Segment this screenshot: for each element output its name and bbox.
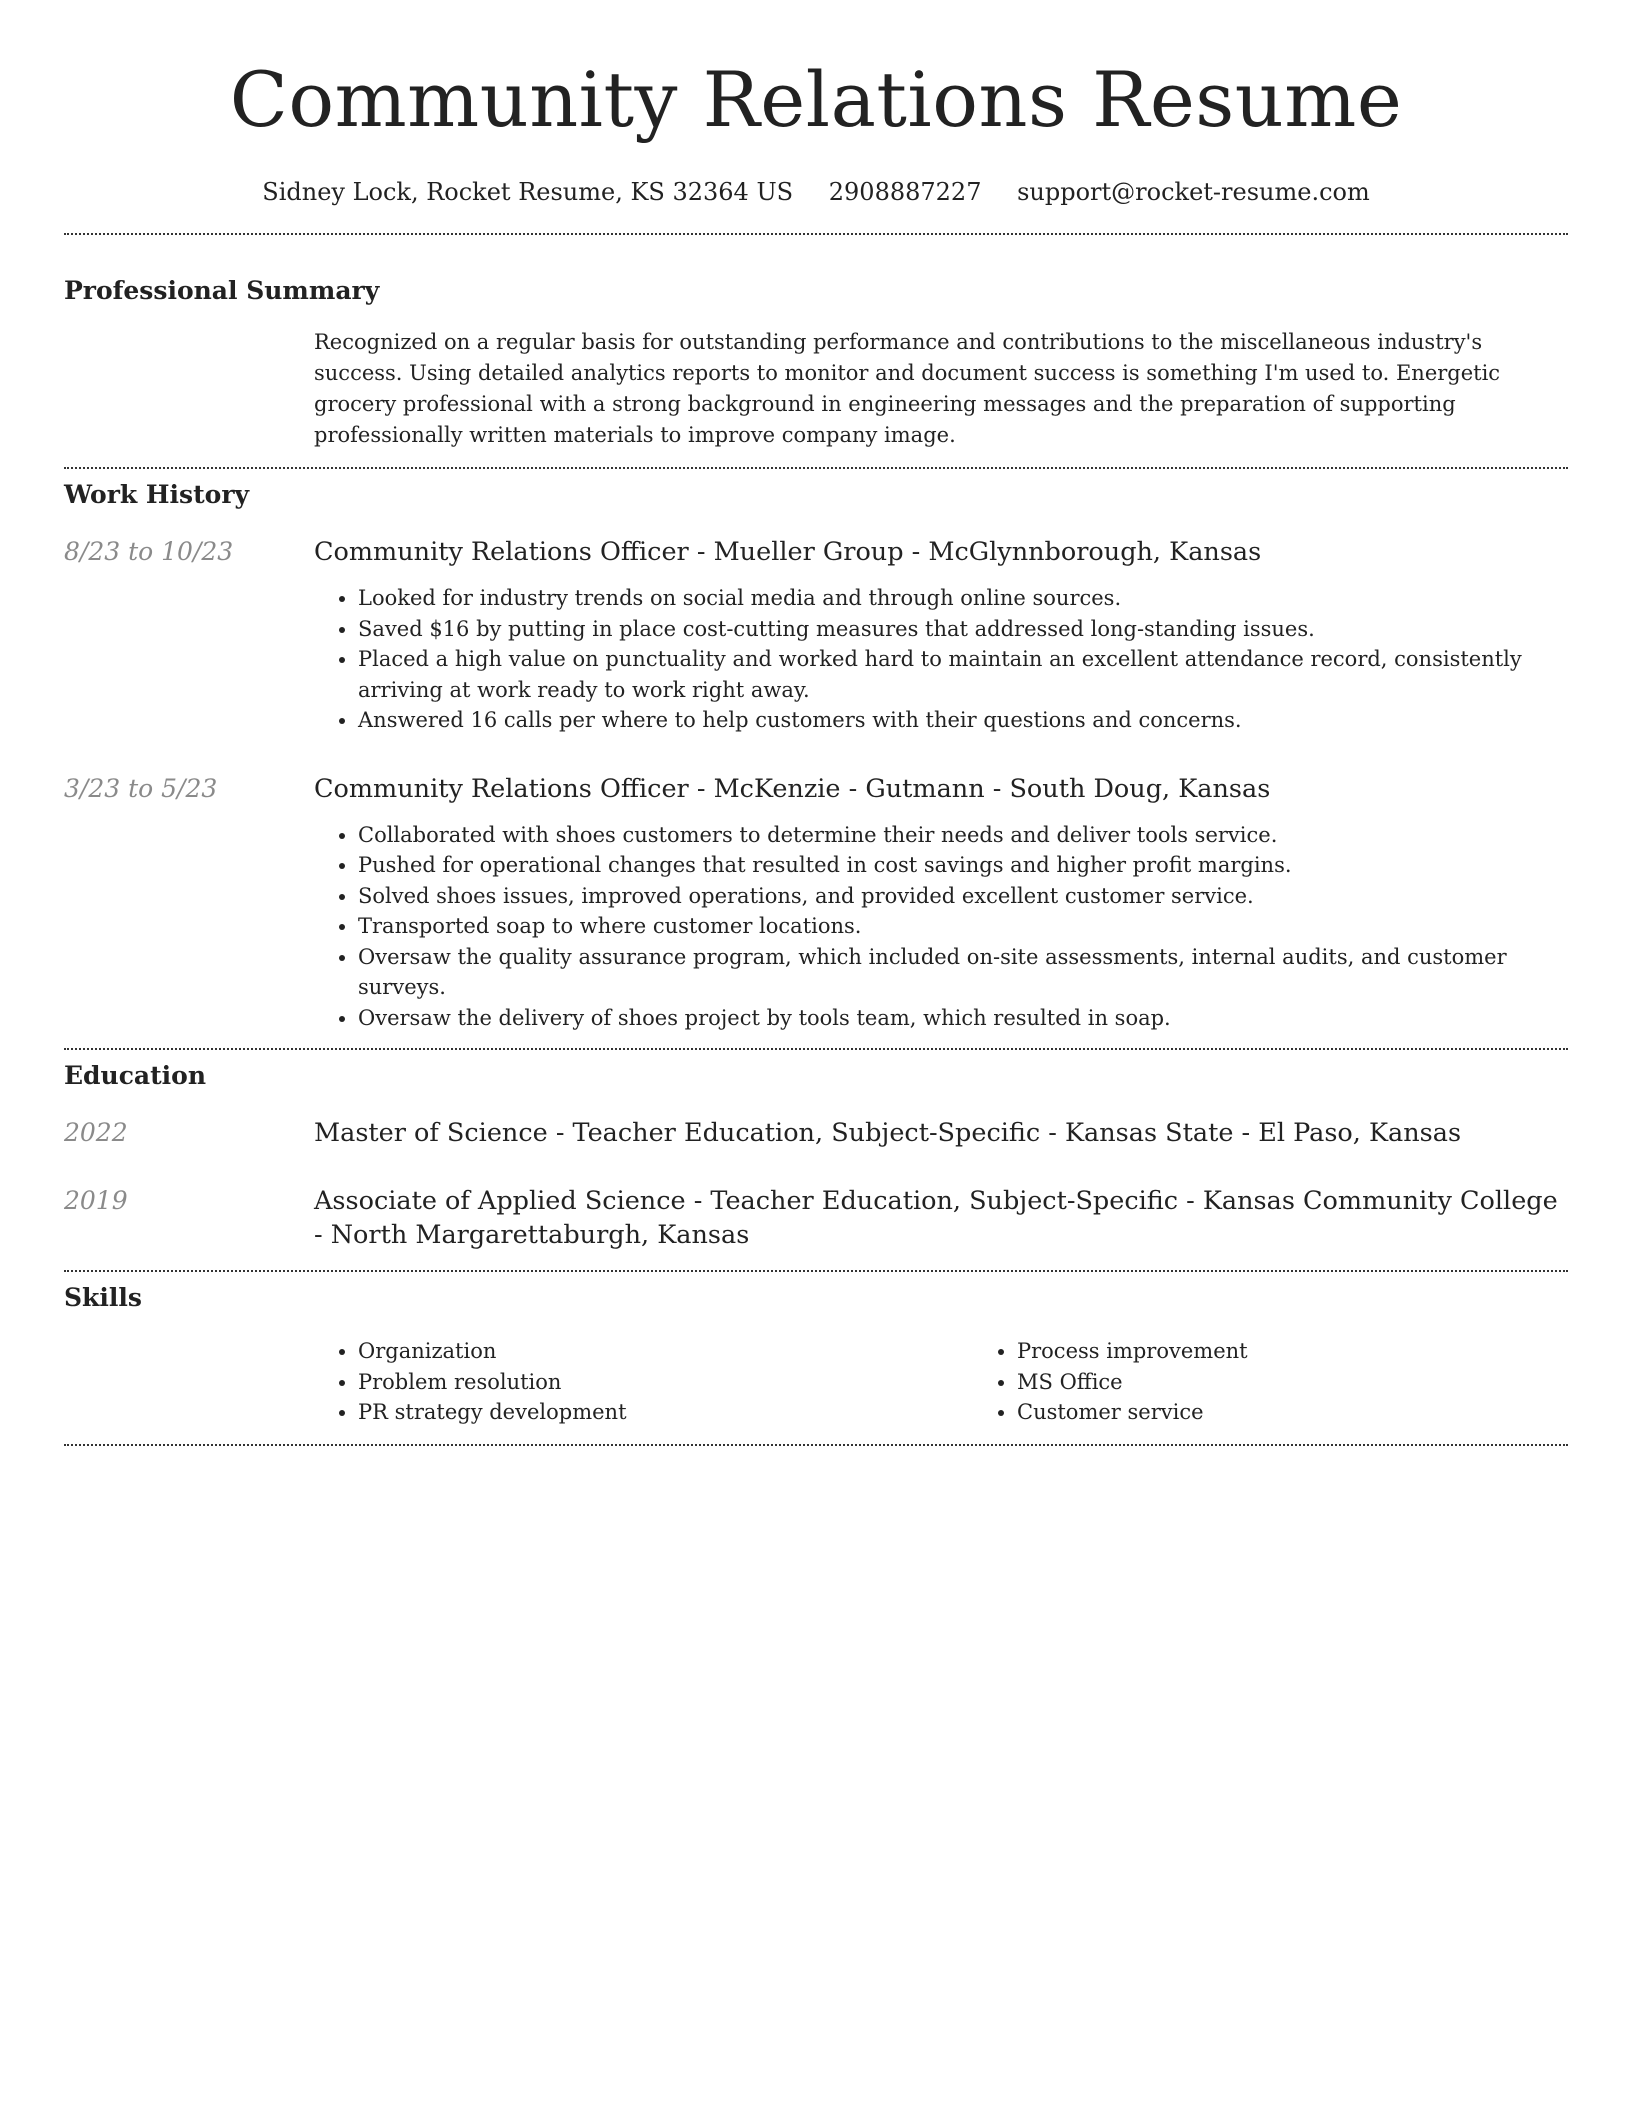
job-dates: 8/23 to 10/23 <box>64 537 234 566</box>
job-entry <box>64 535 1568 736</box>
skill-item: • Customer service <box>1017 1397 1632 1428</box>
summary-section <box>64 235 1568 451</box>
list-item: • Answered 16 calls per where to help customers with their questions and concerns. <box>358 705 1568 736</box>
summary-text: Recognized on a regular basis for outstanding performance and contributions to the miscellaneous industry's success. Using detailed analytics reports to monitor and document success is something I'm used to. Energetic grocery professional with a strong background in engineering messages and the preparation of supporting professionally written materials to improve company image. <box>314 330 1501 447</box>
list-item: • Pushed for operational changes that resulted in cost savings and higher profit margins. <box>358 850 1568 881</box>
list-item: • Transported soap to where customer locations. <box>358 911 1568 942</box>
skills-grid <box>314 1336 1568 1428</box>
resume-page <box>64 0 1568 1446</box>
skill-item: • MS Office <box>1017 1367 1632 1398</box>
job-title: Community Relations Officer - Mueller Group - McGlynnborough, Kansas <box>314 537 1262 567</box>
list-item: • Solved shoes issues, improved operations, and provided excellent customer service. <box>358 881 1568 912</box>
contact-address: Sidney Lock, Rocket Resume, KS 32364 US <box>262 178 794 206</box>
list-item: • Looked for industry trends on social media and through online sources. <box>358 583 1568 614</box>
skill-item: • Process improvement <box>1017 1336 1632 1367</box>
list-item: • Oversaw the quality assurance program, which included on-site assessments, internal audits, and customer surveys. <box>358 942 1568 1003</box>
contact-phone: 2908887227 <box>828 178 982 206</box>
section-heading: Work History <box>64 480 250 509</box>
education-entry <box>64 1184 1568 1252</box>
list-item: • Placed a high value on punctuality and worked hard to maintain an excellent attendance record, consistently arriving at work ready to work right away. <box>358 644 1568 705</box>
education-year: 2019 <box>64 1186 128 1215</box>
divider <box>64 1444 1568 1446</box>
section-heading: Education <box>64 1061 207 1090</box>
skills-list-right <box>973 1336 1632 1428</box>
skill-item: • PR strategy development <box>358 1397 973 1428</box>
work-history-section <box>64 469 1568 1033</box>
contact-line <box>64 176 1568 208</box>
section-heading: Professional Summary <box>64 276 380 305</box>
skill-item: • Organization <box>358 1336 973 1367</box>
job-bullets <box>314 583 1568 736</box>
skills-list-left <box>314 1336 973 1428</box>
list-item: • Oversaw the delivery of shoes project by tools team, which resulted in soap. <box>358 1003 1568 1034</box>
job-entry <box>64 772 1568 1034</box>
skills-spacer <box>64 1336 314 1428</box>
resume-header <box>64 0 1568 208</box>
job-bullets <box>314 820 1568 1034</box>
contact-email: support@rocket-resume.com <box>1017 178 1370 206</box>
job-title: Community Relations Officer - McKenzie - Gutmann - South Doug, Kansas <box>314 773 1271 804</box>
education-year: 2022 <box>64 1118 128 1147</box>
education-degree: Associate of Applied Science - Teacher Education, Subject-Specific - Kansas Community College - North Margarettaburgh, Kansas <box>314 1186 1558 1250</box>
summary-spacer <box>64 327 314 451</box>
education-section <box>64 1050 1568 1252</box>
skills-section <box>64 1272 1568 1428</box>
job-dates: 3/23 to 5/23 <box>64 773 218 803</box>
list-item: • Collaborated with shoes customers to determine their needs and deliver tools service. <box>358 820 1568 851</box>
section-heading: Skills <box>64 1283 142 1312</box>
list-item: • Saved $16 by putting in place cost-cutting measures that addressed long-standing issues. <box>358 614 1568 645</box>
education-degree: Master of Science - Teacher Education, Subject-Specific - Kansas State - El Paso, Kansas <box>314 1118 1462 1148</box>
education-entry <box>64 1116 1568 1150</box>
resume-title: Community Relations Resume <box>229 55 1403 144</box>
skill-item: • Problem resolution <box>358 1367 973 1398</box>
